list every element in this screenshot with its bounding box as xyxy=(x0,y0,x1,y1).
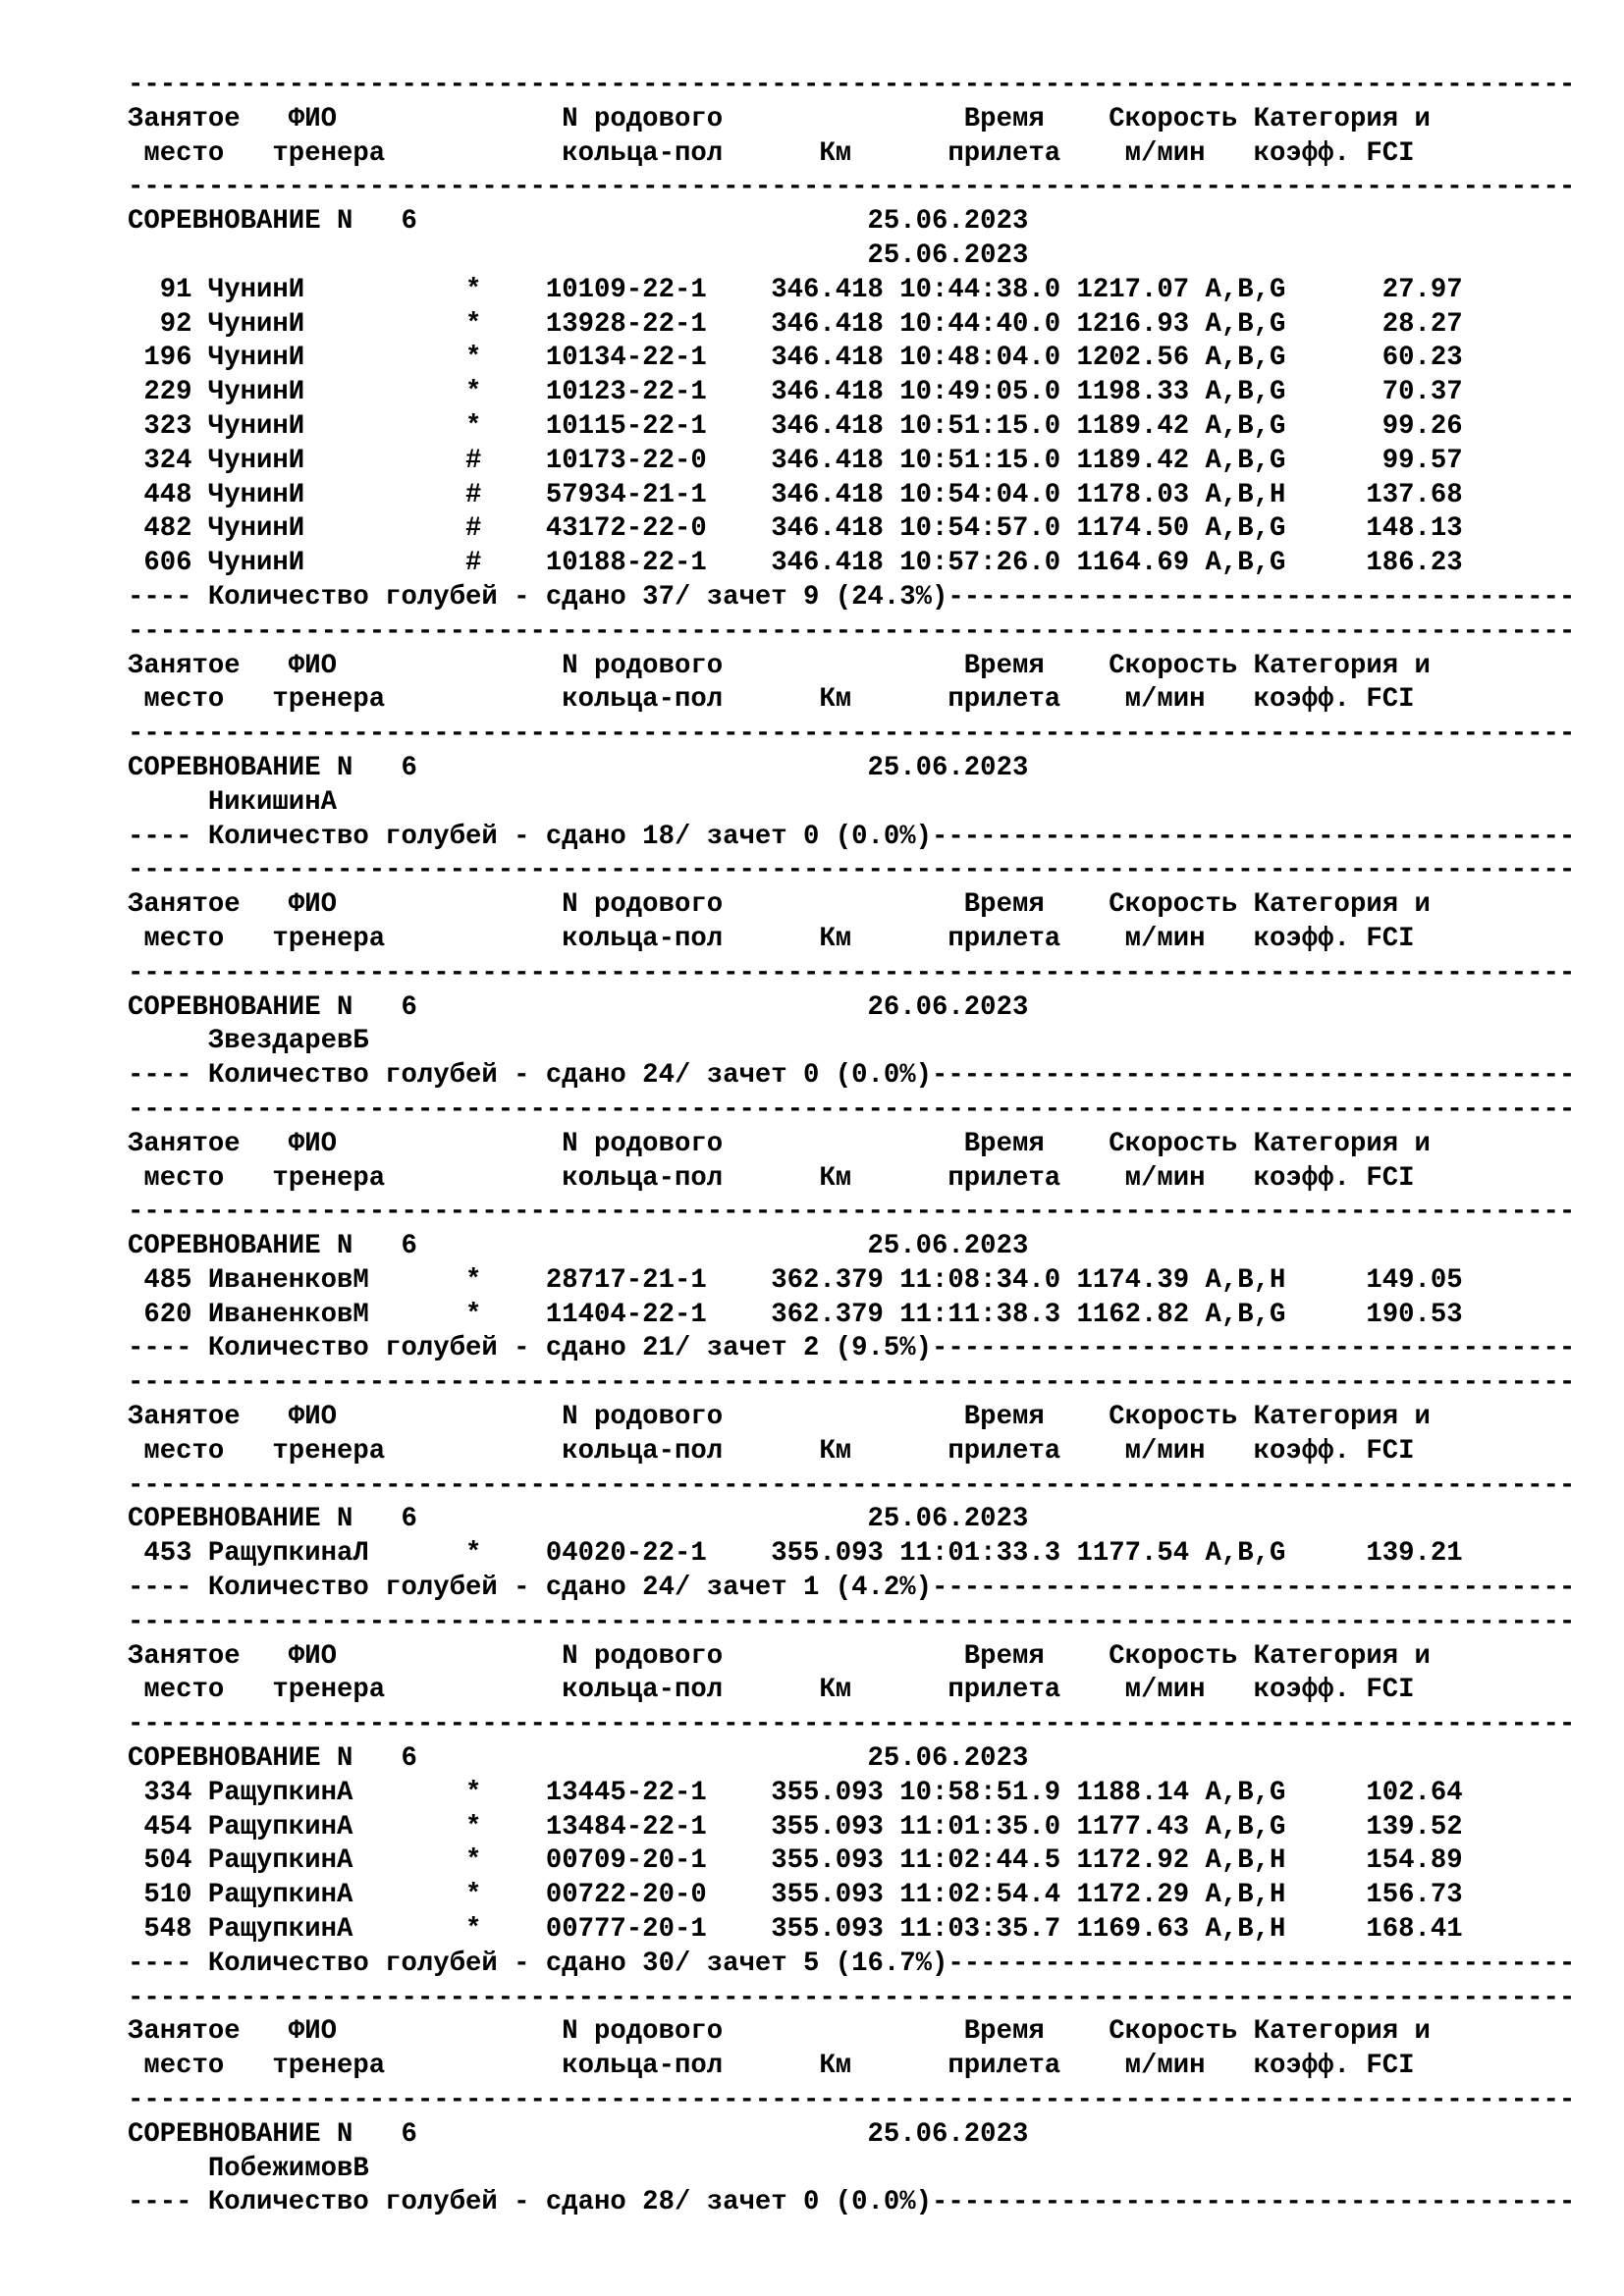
column-header-line-2: место тренера кольца-пол Км прилета м/мин коэфф. FCI xyxy=(128,1162,1415,1194)
column-header-line-2: место тренера кольца-пол Км прилета м/мин коэфф. FCI xyxy=(128,923,1415,954)
result-row: 453 РащупкинаЛ * 04020-22-1 355.093 11:01:33.3 1177.54 A,B,G 139.21 xyxy=(128,1538,1463,1570)
result-row: 324 ЧунинИ # 10173-22-0 346.418 10:51:15.0 1189.42 A,B,G 99.57 xyxy=(128,445,1463,476)
separator-rule: ------------------------------------------------------------------------------------------ xyxy=(128,615,1576,647)
separator-rule: ------------------------------------------------------------------------------------------ xyxy=(128,70,1576,100)
separator-rule: ------------------------------------------------------------------------------------------ xyxy=(128,172,1576,203)
competition-line: СОРЕВНОВАНИЕ N 6 25.06.2023 xyxy=(128,2118,1029,2150)
result-row: 91 ЧунинИ * 10109-22-1 346.418 10:44:38.0 1217.07 A,B,G 27.97 xyxy=(128,274,1463,305)
race-results-document xyxy=(128,69,1575,2220)
separator-rule: ------------------------------------------------------------------------------------------ xyxy=(128,1367,1576,1399)
separator-rule: ------------------------------------------------------------------------------------------ xyxy=(128,1982,1576,2013)
column-header-line-1: Занятое ФИО N родового Время Скорость Категория и xyxy=(128,103,1431,134)
separator-rule: ------------------------------------------------------------------------------------------ xyxy=(128,719,1576,750)
result-row: 485 ИваненковМ * 28717-21-1 362.379 11:08:34.0 1174.39 A,B,H 149.05 xyxy=(128,1264,1463,1296)
result-row: 229 ЧунинИ * 10123-22-1 346.418 10:49:05.0 1198.33 A,B,G 70.37 xyxy=(128,377,1463,408)
summary-line: ---- Количество голубей - сдано 24/ зачет 1 (4.2%)---------------------------------------- xyxy=(128,1573,1576,1604)
summary-line: ---- Количество голубей - сдано 21/ зачет 2 (9.5%)---------------------------------------- xyxy=(128,1333,1576,1364)
competition-line: СОРЕВНОВАНИЕ N 6 25.06.2023 xyxy=(128,752,1029,783)
summary-line: ---- Количество голубей - сдано 30/ зачет 5 (16.7%)--------------------------------------- xyxy=(128,1948,1576,1979)
competition-line: СОРЕВНОВАНИЕ N 6 26.06.2023 xyxy=(128,991,1029,1023)
trainer-line: ЗвездаревБ xyxy=(128,1026,369,1057)
competition-line: СОРЕВНОВАНИЕ N 6 25.06.2023 xyxy=(128,1743,1029,1775)
column-header-line-1: Занятое ФИО N родового Время Скорость Категория и xyxy=(128,650,1431,681)
separator-rule: ------------------------------------------------------------------------------------------ xyxy=(128,1197,1576,1228)
column-header-line-2: место тренера кольца-пол Км прилета м/мин коэфф. FCI xyxy=(128,2051,1415,2082)
competition-line: СОРЕВНОВАНИЕ N 6 25.06.2023 xyxy=(128,206,1029,238)
competition-line: СОРЕВНОВАНИЕ N 6 25.06.2023 xyxy=(128,1231,1029,1262)
column-header-line-1: Занятое ФИО N родового Время Скорость Категория и xyxy=(128,1402,1431,1433)
column-header-line-2: место тренера кольца-пол Км прилета м/мин коэфф. FCI xyxy=(128,137,1415,169)
summary-line: ---- Количество голубей - сдано 18/ зачет 0 (0.0%)---------------------------------------- xyxy=(128,821,1576,852)
column-header-line-1: Занятое ФИО N родового Время Скорость Категория и xyxy=(128,889,1431,921)
result-row: 196 ЧунинИ * 10134-22-1 346.418 10:48:04.0 1202.56 A,B,G 60.23 xyxy=(128,343,1463,374)
result-row: 448 ЧунинИ # 57934-21-1 346.418 10:54:04.0 1178.03 A,B,H 137.68 xyxy=(128,479,1463,510)
result-row: 504 РащупкинА * 00709-20-1 355.093 11:02:44.5 1172.92 A,B,H 154.89 xyxy=(128,1845,1463,1877)
column-header-line-2: место тренера кольца-пол Км прилета м/мин коэфф. FCI xyxy=(128,1675,1415,1706)
result-row: 606 ЧунинИ # 10188-22-1 346.418 10:57:26.0 1164.69 A,B,G 186.23 xyxy=(128,548,1463,579)
separator-rule: ------------------------------------------------------------------------------------------ xyxy=(128,1606,1576,1637)
column-header-line-2: место тренера кольца-пол Км прилета м/мин коэфф. FCI xyxy=(128,1435,1415,1467)
column-header-line-1: Занятое ФИО N родового Время Скорость Категория и xyxy=(128,2016,1431,2048)
result-row: 510 РащупкинА * 00722-20-0 355.093 11:02:54.4 1172.29 A,B,H 156.73 xyxy=(128,1880,1463,1911)
result-row: 92 ЧунинИ * 13928-22-1 346.418 10:44:40.0 1216.93 A,B,G 28.27 xyxy=(128,308,1463,340)
trainer-line: ПобежимовВ xyxy=(128,2153,369,2184)
separator-rule: ------------------------------------------------------------------------------------------ xyxy=(128,957,1576,988)
column-header-line-1: Занятое ФИО N родового Время Скорость Категория и xyxy=(128,1640,1431,1672)
summary-line: ---- Количество голубей - сдано 28/ зачет 0 (0.0%)---------------------------------------- xyxy=(128,2187,1576,2218)
competition-line: СОРЕВНОВАНИЕ N 6 25.06.2023 xyxy=(128,1504,1029,1535)
result-row: 548 РащупкинА * 00777-20-1 355.093 11:03:35.7 1169.63 A,B,H 168.41 xyxy=(128,1914,1463,1946)
column-header-line-1: Занятое ФИО N родового Время Скорость Категория и xyxy=(128,1128,1431,1159)
trainer-line: НикишинА xyxy=(128,786,337,818)
result-row: 482 ЧунинИ # 43172-22-0 346.418 10:54:57.0 1174.50 A,B,G 148.13 xyxy=(128,513,1463,545)
result-row: 620 ИваненковМ * 11404-22-1 362.379 11:11:38.3 1162.82 A,B,G 190.53 xyxy=(128,1299,1463,1330)
result-row: 334 РащупкинА * 13445-22-1 355.093 10:58:51.9 1188.14 A,B,G 102.64 xyxy=(128,1777,1463,1808)
column-header-line-2: место тренера кольца-пол Км прилета м/мин коэфф. FCI xyxy=(128,684,1415,716)
separator-rule: ------------------------------------------------------------------------------------------ xyxy=(128,2085,1576,2116)
separator-rule: ------------------------------------------------------------------------------------------ xyxy=(128,855,1576,886)
separator-rule: ------------------------------------------------------------------------------------------ xyxy=(128,1709,1576,1740)
separator-rule: ------------------------------------------------------------------------------------------ xyxy=(128,1094,1576,1125)
summary-line: ---- Количество голубей - сдано 37/ зачет 9 (24.3%)--------------------------------------- xyxy=(128,581,1576,613)
summary-line: ---- Количество голубей - сдано 24/ зачет 0 (0.0%)---------------------------------------- xyxy=(128,1060,1576,1092)
result-row: 25.06.2023 xyxy=(128,240,1029,271)
separator-rule: ------------------------------------------------------------------------------------------ xyxy=(128,1469,1576,1501)
result-row: 454 РащупкинА * 13484-22-1 355.093 11:01:35.0 1177.43 A,B,G 139.52 xyxy=(128,1811,1463,1842)
result-row: 323 ЧунинИ * 10115-22-1 346.418 10:51:15.0 1189.42 A,B,G 99.26 xyxy=(128,410,1463,442)
